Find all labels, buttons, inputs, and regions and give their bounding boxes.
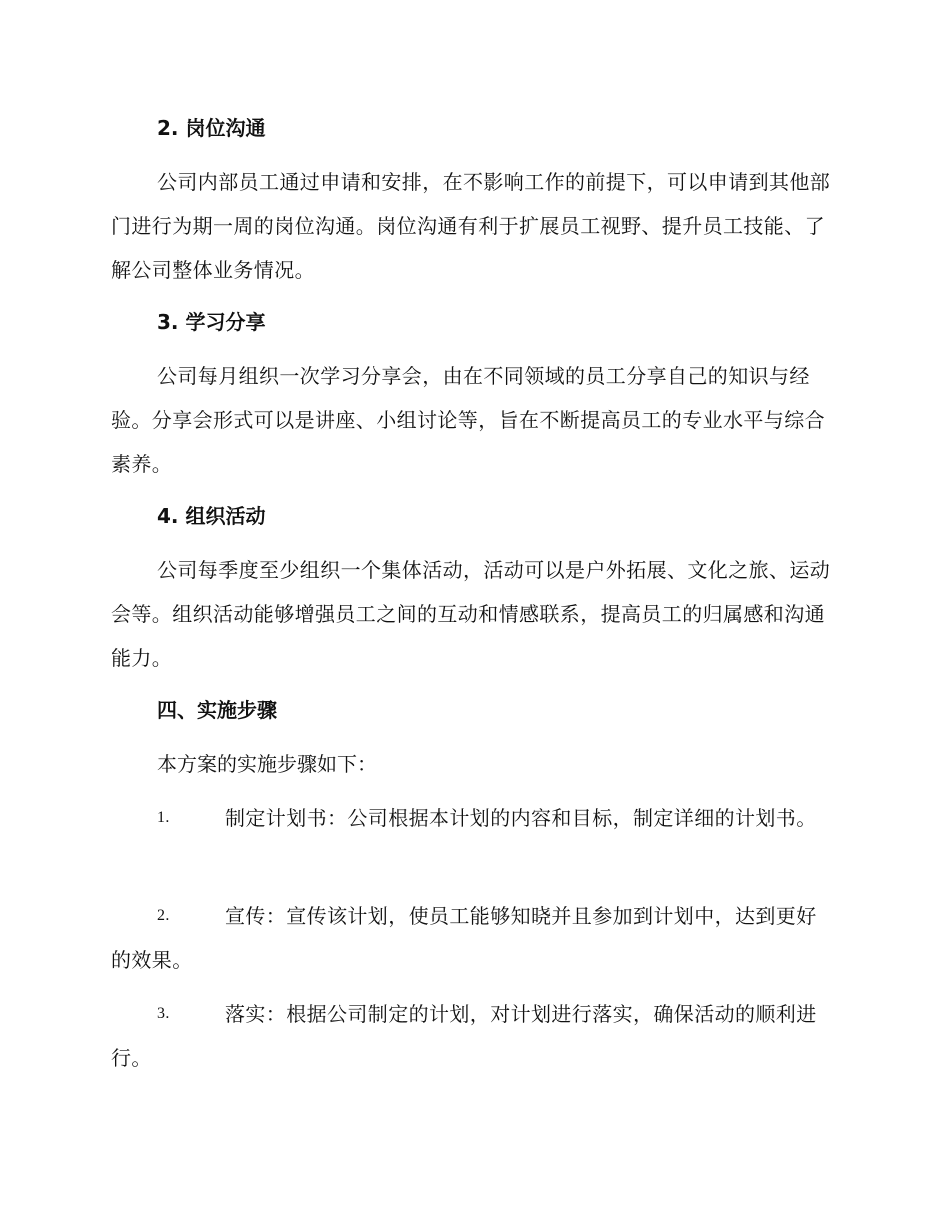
paragraph-organized-activities: 公司每季度至少组织一个集体活动，活动可以是户外拓展、文化之旅、运动会等。组织活动能够增强员工之间的互动和情感联系，提高员工的归属感和沟通能力。 xyxy=(111,558,831,670)
section-heading-organized-activities: 4. 组织活动 xyxy=(157,504,266,528)
list-item-text: 宣传：宣传该计划，使员工能够知晓并且参加到计划中，达到更好的效果。 xyxy=(111,904,817,972)
list-item-text: 制定计划书：公司根据本计划的内容和目标，制定详细的计划书。 xyxy=(225,806,817,830)
paragraph-job-communication: 公司内部员工通过申请和安排，在不影响工作的前提下，可以申请到其他部门进行为期一周的岗位沟通。岗位沟通有利于扩展员工视野、提升员工技能、了解公司整体业务情况。 xyxy=(111,170,831,282)
section-heading-implementation-steps: 四、实施步骤 xyxy=(157,698,277,722)
section-heading-learning-sharing: 3. 学习分享 xyxy=(157,310,266,334)
list-item xyxy=(111,796,836,840)
list-item-number: 1. xyxy=(157,809,170,826)
list-item-number: 3. xyxy=(157,1005,170,1022)
list-item xyxy=(111,992,836,1080)
list-item xyxy=(111,894,836,982)
list-item-number: 2. xyxy=(157,907,170,924)
paragraph-learning-sharing: 公司每月组织一次学习分享会，由在不同领域的员工分享自己的知识与经验。分享会形式可以是讲座、小组讨论等，旨在不断提高员工的专业水平与综合素养。 xyxy=(111,364,825,476)
implementation-intro: 本方案的实施步骤如下： xyxy=(157,752,377,776)
section-heading-job-communication: 2. 岗位沟通 xyxy=(157,116,266,140)
list-item-text: 落实：根据公司制定的计划，对计划进行落实，确保活动的顺利进行。 xyxy=(111,1002,817,1070)
